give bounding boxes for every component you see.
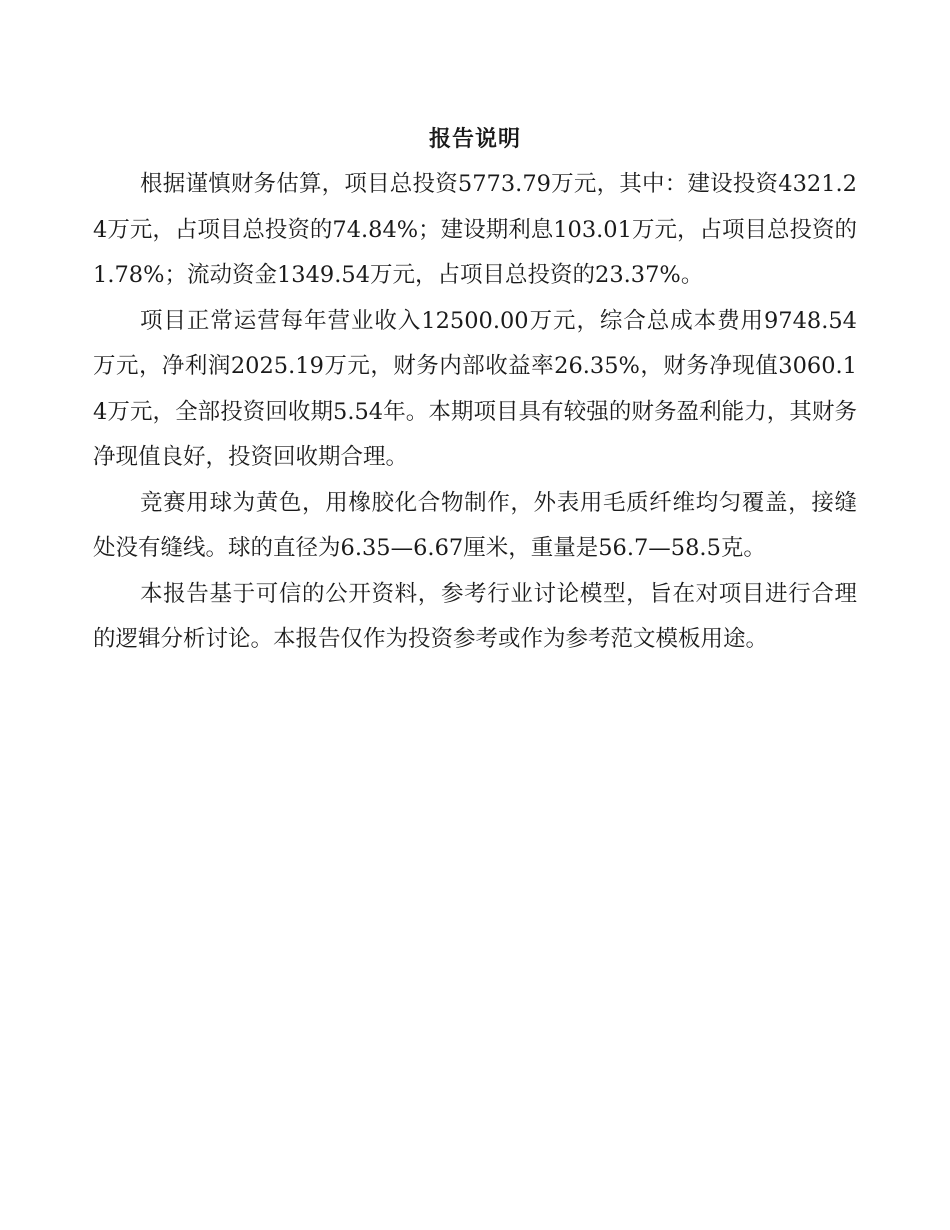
page-title: 报告说明 [428,127,521,152]
paragraph-disclaimer: 本报告基于可信的公开资料，参考行业讨论模型，旨在对项目进行合理的逻辑分析讨论。本报告仅作为投资参考或作为参考范文模板用途。 [93,580,857,652]
paragraph-investment: 根据谨慎财务估算，项目总投资5773.79万元，其中：建设投资4321.24万元，占项目总投资的74.84%；建设期利息103.01万元，占项目总投资的1.78%；流动资金1349.54万元，占项目总投资的23.37%。 [93,171,857,288]
paragraph-ball-spec: 竞赛用球为黄色，用橡胶化合物制作，外表用毛质纤维均匀覆盖，接缝处没有缝线。球的直径为6.35—6.67厘米，重量是56.7—58.5克。 [93,489,857,561]
document-page [93,118,857,663]
paragraph-revenue: 项目正常运营每年营业收入12500.00万元，综合总成本费用9748.54万元，净利润2025.19万元，财务内部收益率26.35%，财务净现值3060.14万元，全部投资回收期5.54年。本期项目具有较强的财务盈利能力，其财务净现值良好，投资回收期合理。 [93,307,857,470]
